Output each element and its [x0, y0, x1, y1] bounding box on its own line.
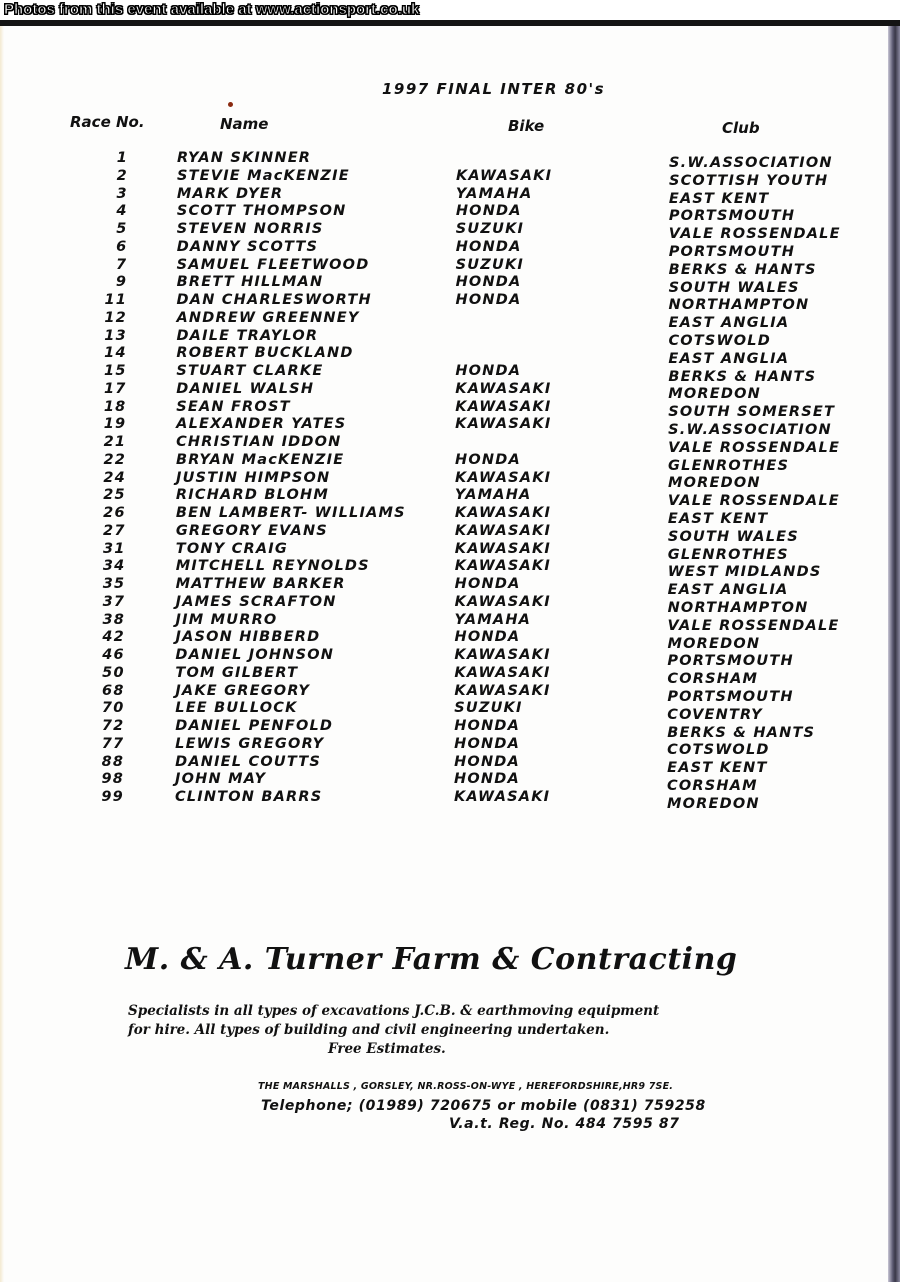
rider-name: JIM MURRO [175, 611, 278, 628]
race-number: 98 [101, 771, 125, 788]
bike-make: HONDA [454, 753, 520, 770]
advert-description-line: for hire. All types of building and civil engineering undertaken. [128, 1022, 610, 1038]
race-number: 4 [116, 203, 128, 220]
club-name: PORTSMOUTH [668, 244, 796, 260]
bike-make: HONDA [454, 718, 521, 734]
entry-row [0, 505, 900, 527]
race-number: 25 [103, 487, 126, 504]
rider-name: RICHARD BLOHM [175, 487, 329, 504]
rider-name: DAN CHARLESWORTH [176, 292, 372, 308]
bike-make: HONDA [455, 292, 522, 308]
race-number: 77 [101, 735, 125, 752]
entry-row [0, 469, 900, 492]
bike-make: HONDA [455, 203, 522, 220]
club-name: VALE ROSSENDALE [668, 439, 841, 456]
entry-row [0, 611, 900, 634]
rider-name: CLINTON BARRS [174, 789, 323, 805]
rider-name: DANIEL JOHNSON [175, 647, 335, 663]
watermark: Photos from this event available at www.actionsport.co.uk [0, 0, 423, 20]
club-name: EAST KENT [667, 760, 768, 777]
race-number: 99 [101, 789, 124, 805]
race-number: 38 [102, 611, 126, 628]
bike-make: YAMAHA [454, 487, 532, 504]
entry-row [0, 434, 900, 456]
entry-row [0, 789, 900, 812]
rider-name: DAILE TRAYLOR [176, 327, 319, 344]
advert-free-estimates: Free Estimates. [328, 1041, 446, 1057]
entry-row [0, 558, 900, 581]
rider-name: BRETT HILLMAN [176, 274, 324, 291]
race-number: 46 [102, 647, 125, 663]
rider-name: JAKE GREGORY [175, 682, 311, 699]
club-name: COTSWOLD [668, 333, 771, 349]
club-name: VALE ROSSENDALE [667, 617, 840, 634]
race-number: 3 [116, 185, 128, 202]
rider-name: JAMES SCRAFTON [175, 593, 337, 610]
entry-row [0, 398, 900, 421]
advert-vat-number: V.a.t. Reg. No. 484 7595 87 [449, 1116, 680, 1132]
club-name: SOUTH SOMERSET [668, 404, 836, 421]
column-header-race-no: Race No. [70, 113, 145, 131]
race-number: 37 [102, 593, 126, 610]
club-name: S.W.ASSOCIATION [669, 155, 833, 171]
club-name: EAST KENT [667, 511, 769, 527]
bike-make: HONDA [454, 735, 520, 752]
entry-row [0, 540, 900, 563]
race-number: 34 [102, 558, 126, 575]
entry-row [0, 593, 900, 616]
race-number: 24 [103, 469, 126, 486]
entry-row [0, 416, 900, 438]
race-number: 35 [102, 576, 126, 592]
entry-row [0, 238, 900, 260]
rider-name: STEVEN NORRIS [176, 221, 324, 237]
race-number: 42 [102, 629, 125, 646]
entry-row [0, 203, 900, 225]
race-number: 6 [116, 238, 128, 255]
race-number: 2 [116, 167, 128, 184]
club-name: VALE ROSSENDALE [667, 493, 840, 510]
bike-make: HONDA [455, 238, 522, 255]
entry-row [0, 327, 900, 349]
entry-row [0, 682, 900, 705]
bike-make: KAWASAKI [454, 593, 551, 610]
advert-telephone: Telephone; (01989) 720675 or mobile (0831) 759258 [261, 1098, 706, 1114]
bike-make: KAWASAKI [454, 682, 551, 699]
rider-name: BRYAN MacKENZIE [176, 451, 345, 468]
club-name: MOREDON [666, 795, 760, 812]
rider-name: ROBERT BUCKLAND [176, 345, 354, 362]
club-name: GLENROTHES [668, 457, 790, 474]
rider-name: JUSTIN HIMPSON [175, 469, 331, 486]
rider-name: DANIEL WALSH [176, 380, 315, 397]
entries-list [0, 150, 900, 812]
entry-row [0, 256, 900, 278]
club-name: SOUTH WALES [667, 528, 799, 545]
rider-name: JASON HIBBERD [175, 629, 321, 646]
entry-row [0, 647, 900, 670]
race-number: 68 [102, 682, 125, 699]
club-name: PORTSMOUTH [668, 208, 796, 225]
bike-make: HONDA [454, 576, 521, 592]
club-name: MOREDON [667, 475, 761, 492]
bike-make: KAWASAKI [453, 789, 551, 805]
club-name: BERKS & HANTS [668, 261, 817, 278]
race-number: 5 [116, 221, 128, 237]
entry-row [0, 718, 900, 741]
club-name: S.W.ASSOCIATION [668, 422, 832, 438]
rider-name: MITCHELL REYNOLDS [175, 558, 370, 575]
club-name: MOREDON [667, 635, 761, 652]
bike-make: HONDA [455, 363, 522, 379]
rider-name: LEWIS GREGORY [175, 735, 325, 752]
bike-make: KAWASAKI [455, 380, 552, 397]
club-name: SOUTH WALES [668, 279, 800, 296]
ink-speck [228, 102, 233, 107]
bike-make: KAWASAKI [455, 167, 553, 184]
club-name: BERKS & HANTS [667, 724, 816, 741]
rider-name: CHRISTIAN IDDON [176, 434, 342, 450]
club-name: GLENROTHES [667, 546, 789, 563]
entry-row [0, 700, 900, 723]
entry-row [0, 522, 900, 545]
club-name: SCOTTISH YOUTH [668, 172, 829, 189]
entry-row [0, 167, 900, 189]
advert-description [128, 1002, 728, 1059]
rider-name: ANDREW GREENNEY [176, 309, 360, 326]
race-number: 11 [104, 292, 128, 308]
bike-make: SUZUKI [455, 221, 525, 237]
rider-name: SAMUEL FLEETWOOD [176, 256, 370, 273]
entry-row [0, 185, 900, 207]
entry-row [0, 274, 900, 296]
bike-make: YAMAHA [454, 611, 532, 628]
club-name: EAST KENT [668, 190, 770, 207]
club-name: VALE ROSSENDALE [668, 226, 841, 243]
rider-name: MATTHEW BARKER [175, 576, 346, 592]
entry-row [0, 309, 900, 332]
rider-name: BEN LAMBERT- WILLIAMS [175, 505, 406, 521]
bike-make: SUZUKI [454, 700, 523, 717]
page-title: 1997 FINAL INTER 80's [382, 80, 606, 98]
race-number: 17 [103, 380, 127, 397]
entry-row [0, 380, 900, 403]
bike-make: KAWASAKI [454, 664, 551, 681]
entry-row [0, 451, 900, 474]
rider-name: MARK DYER [176, 185, 284, 202]
rider-name: TOM GILBERT [175, 664, 299, 681]
club-name: CORSHAM [667, 778, 758, 794]
entry-row [0, 363, 900, 385]
race-number: 72 [101, 718, 125, 734]
race-number: 15 [104, 363, 127, 379]
bike-make: YAMAHA [455, 185, 533, 202]
race-number: 12 [104, 309, 127, 326]
entry-row [0, 664, 900, 688]
entry-row [0, 221, 900, 243]
race-number: 13 [104, 327, 127, 344]
advert-address: THE MARSHALLS , GORSLEY, NR.ROSS-ON-WYE , HEREFORDSHIRE,HR9 7SE. [258, 1081, 674, 1092]
club-name: COTSWOLD [667, 742, 770, 759]
rider-name: DANIEL PENFOLD [175, 718, 334, 734]
club-name: BERKS & HANTS [668, 368, 817, 385]
bike-make: KAWASAKI [455, 416, 552, 433]
entry-row [0, 735, 900, 759]
rider-name: SCOTT THOMPSON [176, 203, 347, 220]
rider-name: DANNY SCOTTS [176, 238, 319, 255]
rider-name: LEE BULLOCK [175, 700, 298, 717]
bike-make: SUZUKI [455, 256, 524, 273]
race-number: 18 [103, 398, 127, 415]
rider-name: GREGORY EVANS [175, 522, 328, 539]
race-number: 14 [104, 345, 127, 362]
bike-make: KAWASAKI [454, 540, 552, 557]
race-number: 27 [103, 522, 126, 539]
race-number: 7 [116, 256, 128, 273]
bike-make: HONDA [455, 451, 521, 468]
rider-name: DANIEL COUTTS [175, 753, 321, 770]
rider-name: JOHN MAY [175, 771, 267, 788]
club-name: EAST ANGLIA [668, 315, 790, 332]
club-name: COVENTRY [667, 706, 763, 723]
entry-row [0, 576, 900, 599]
advert-description-line: Specialists in all types of excavations J.C.B. & earthmoving equipment [128, 1003, 660, 1019]
bike-make: HONDA [454, 771, 520, 788]
race-number: 31 [102, 540, 126, 557]
advert-company-name: M. & A. Turner Farm & Contracting [125, 942, 738, 977]
entry-row [0, 345, 900, 367]
column-header-club: Club [722, 119, 760, 137]
club-name: NORTHAMPTON [668, 297, 810, 314]
bike-make: KAWASAKI [454, 558, 551, 575]
column-header-bike: Bike [508, 117, 545, 135]
race-number: 22 [103, 451, 127, 468]
rider-name: ALEXANDER YATES [176, 416, 347, 433]
race-number: 70 [101, 700, 125, 717]
column-header-name: Name [220, 115, 269, 133]
race-number: 21 [103, 434, 127, 450]
bike-make: KAWASAKI [454, 469, 552, 486]
race-number: 1 [116, 150, 128, 166]
bike-make: HONDA [454, 629, 521, 646]
race-number: 9 [115, 274, 128, 291]
race-number: 26 [103, 505, 126, 521]
race-number: 88 [101, 753, 125, 770]
club-name: PORTSMOUTH [667, 689, 794, 705]
entry-row [0, 150, 900, 171]
race-number: 50 [102, 664, 125, 681]
bike-make: KAWASAKI [454, 505, 552, 521]
bike-make: KAWASAKI [454, 522, 552, 539]
bike-make: KAWASAKI [455, 398, 552, 415]
club-name: MOREDON [668, 386, 761, 403]
bike-make: HONDA [455, 274, 522, 291]
club-name: EAST ANGLIA [668, 350, 790, 367]
entry-row [0, 771, 900, 794]
rider-name: STEVIE MacKENZIE [176, 167, 350, 184]
club-name: PORTSMOUTH [667, 653, 794, 670]
rider-name: SEAN FROST [176, 398, 291, 415]
entry-row [0, 292, 900, 314]
rider-name: RYAN SKINNER [177, 150, 312, 166]
club-name: WEST MIDLANDS [667, 564, 822, 581]
rider-name: STUART CLARKE [176, 363, 324, 379]
club-name: NORTHAMPTON [667, 600, 809, 616]
entry-row [0, 629, 900, 652]
entry-row [0, 487, 900, 510]
entry-row [0, 753, 900, 777]
club-name: EAST ANGLIA [667, 582, 789, 599]
rider-name: TONY CRAIG [175, 540, 288, 557]
club-name: CORSHAM [667, 671, 759, 688]
bike-make: KAWASAKI [454, 647, 551, 663]
race-number: 19 [103, 416, 127, 433]
